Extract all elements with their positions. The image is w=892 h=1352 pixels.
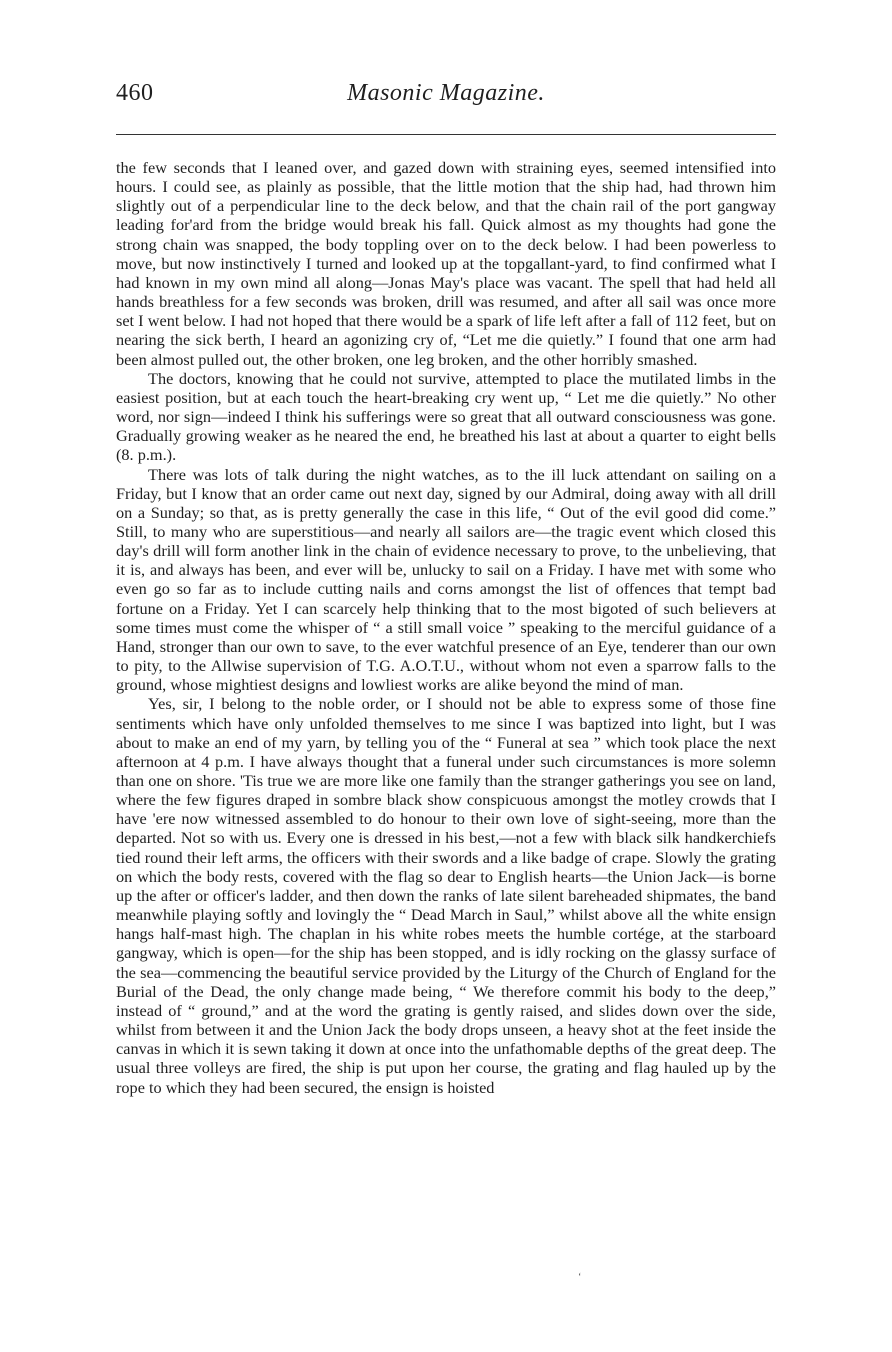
- page-number: 460: [116, 80, 154, 106]
- header-rule: [116, 134, 776, 135]
- paragraph-4: Yes, sir, I belong to the noble order, or I should not be able to express some of those fine sentiments which have only unfolded themselves to me since I was baptized into light, but I was about to make an end of my yarn, by telling you of the “ Funeral at sea ” which took place the next afternoon at 4 p.m. I have always thought that a funeral under such circumstances is more solemn than one on shore. 'Tis true we are more like one family than the stranger gatherings you see on land, where the few figures draped in sombre black show conspicuous amongst the motley crowds that I have 'ere now witnessed assembled to do honour to their own love of sight-seeing, more than the departed. Not so with us. Every one is dressed in his best,—not a few with black silk handkerchiefs tied round their left arms, the officers with their swords and a like badge of crape. Slowly the grating on which the body rests, covered with the flag so dear to English hearts—the Union Jack—is borne up the after or officer's ladder, and then down the ranks of late silent bareheaded shipmates, the band meanwhile playing softly and lovingly the “ Dead March in Saul,” whilst above all the white ensign hangs half-mast high. The chaplan in his white robes meets the humble cortége, at the starboard gangway, which is open—for the ship has been stopped, and is idly rocking on the glassy surface of the sea—commencing the beautiful service provided by the Liturgy of the Church of England for the Burial of the Dead, the only change made being, “ We therefore commit his body to the deep,” instead of “ ground,” and at the word the grating is gently raised, and slides down over the side, whilst from between it and the Union Jack the body drops unseen, a heavy shot at the feet inside the canvas in which it is sewn taking it down at once into the unfathomable depths of the great deep. The usual three volleys are fired, the ship is put upon her course, the grating and flag hauled up by the rope to which they had been secured, the ensign is hoisted: [116, 694, 776, 1097]
- running-title: Masonic Magazine.: [347, 80, 545, 106]
- print-speck: ‘: [578, 1272, 582, 1283]
- article-body: [116, 158, 776, 1097]
- paragraph-1: the few seconds that I leaned over, and gazed down with straining eyes, seemed intensified into hours. I could see, as plainly as possible, that the little motion that the ship had, had thrown him slightly out of a perpendicular line to the deck below, and that the chain rail of the port gangway leading for'ard from the bridge would break his fall. Quick almost as my thoughts had gone the strong chain was snapped, the body toppling over on to the deck below. I had been powerless to move, but now instinctively I turned and looked up at the topgallant-yard, to find confirmed what I had known in my own mind all along—Jonas May's place was vacant. The spell that had held all hands breathless for a few seconds was broken, drill was resumed, and after all sail was once more set I went below. I had not hoped that there would be a spark of life left after a fall of 112 feet, but on nearing the sick berth, I heard an agonizing cry of, “Let me die quietly.” I found that one arm had been almost pulled out, the other broken, one leg broken, and the other horribly smashed.: [116, 158, 776, 369]
- paragraph-2: The doctors, knowing that he could not survive, attempted to place the mutilated limbs in the easiest position, but at each touch the heart-breaking cry went up, “ Let me die quietly.” No other word, nor sign—indeed I think his sufferings were so great that all outward consciousness was gone. Gradually growing weaker as he neared the end, he breathed his last at about a quarter to eight bells (8. p.m.).: [116, 368, 776, 465]
- page-header: [116, 80, 776, 120]
- paragraph-3: There was lots of talk during the night watches, as to the ill luck attendant on sailing on a Friday, but I know that an order came out next day, signed by our Admiral, doing away with all drill on a Sunday; so that, as is pretty generally the case in this life, “ Out of the evil good did come.” Still, to many who are superstitious—and nearly all sailors are—the tragic event which closed this day's drill will form another link in the chain of evidence necessary to prove, to the unbelieving, that it is, and always has been, and ever will be, unlucky to sail on a Friday. I have met with some who even go so far as to include cutting nails and corns amongst the list of offences that tempt bad fortune on a Friday. Yet I can scarcely help thinking that to the most bigoted of such believers at some times must come the whisper of “ a still small voice ” speaking to the merciful guidance of a Hand, stronger than our own to save, to the ever watchful presence of an Eye, tenderer than our own to pity, to the Allwise supervision of T.G. A.O.T.U., without whom not even a sparrow falls to the ground, whose mightiest designs and lowliest works are alike beyond the mind of man.: [116, 464, 776, 695]
